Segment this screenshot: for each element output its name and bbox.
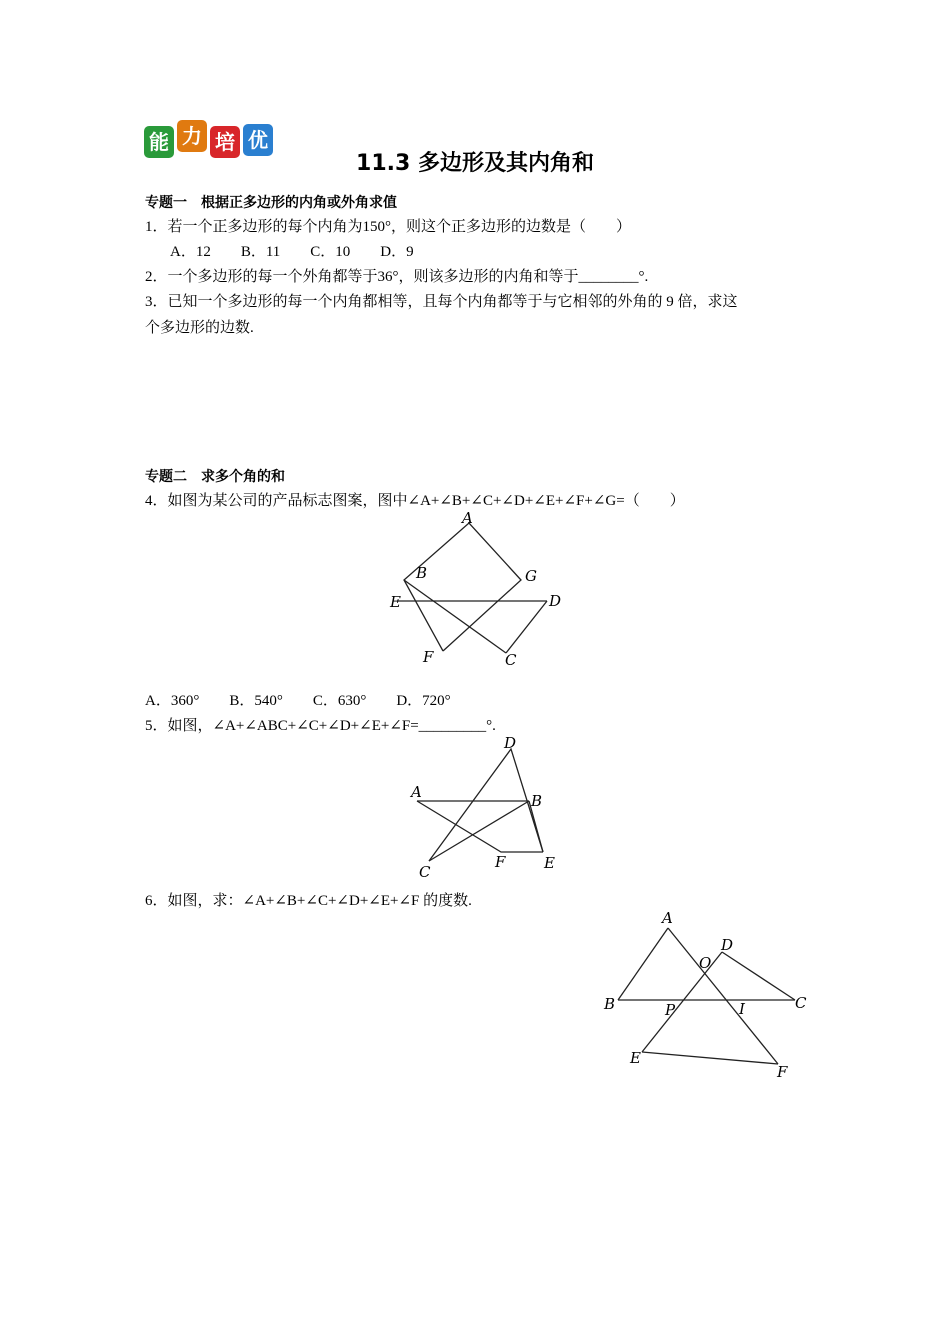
q5-line-c-d-e: [429, 749, 543, 861]
section2-heading: 专题二 求多个角的和: [145, 469, 285, 485]
q5-label-e: E: [544, 854, 555, 872]
q4-line-c-d: [506, 601, 547, 653]
q6-text: 6．如图，求：∠A+∠B+∠C+∠D+∠E+∠F 的度数.: [145, 893, 472, 909]
q6-label-o: O: [699, 954, 712, 972]
q4-line-b-c: [404, 580, 506, 653]
logo-tile-2: 力: [177, 120, 207, 152]
q5-text: 5．如图，∠A+∠ABC+∠C+∠D+∠E+∠F=_________°.: [145, 718, 496, 734]
q5-label-d: D: [504, 734, 517, 752]
q4-label-e: E: [390, 593, 401, 611]
q1-text: 1．若一个正多边形的每个内角为150°，则这个正多边形的边数是（ ）: [145, 219, 632, 235]
q6-label-a: A: [662, 909, 673, 927]
q5-label-f: F: [495, 853, 506, 871]
q5-figure: [405, 733, 565, 883]
q4-label-g: G: [525, 567, 537, 585]
q3-line1: 3．已知一个多边形的每一个内角都相等，且每个内角都等于与它相邻的外角的 9 倍，求这: [145, 294, 738, 310]
q5-label-a: A: [411, 783, 422, 801]
q4-label-c: C: [505, 651, 517, 669]
section1-heading: 专题一 根据正多边形的内角或外角求值: [145, 195, 397, 211]
q1-options: A．12 B．11 C．10 D．9: [170, 244, 414, 260]
q6-figure: [600, 905, 815, 1085]
q4-text: 4．如图为某公司的产品标志图案，图中∠A+∠B+∠C+∠D+∠E+∠F+∠G=（ ）: [145, 493, 685, 509]
q4-label-d: D: [549, 592, 562, 610]
q4-label-f: F: [423, 648, 434, 666]
q6-line-a-b: [618, 928, 668, 1000]
q4-line-f-b-a-g-f: [404, 523, 521, 651]
q6-label-b: B: [604, 995, 616, 1013]
q6-label-i: I: [739, 1000, 745, 1018]
q5-label-c: C: [419, 863, 431, 881]
q6-label-p: P: [665, 1001, 676, 1019]
q6-label-f: F: [777, 1063, 788, 1081]
q2-text: 2．一个多边形的每一个外角都等于36°，则该多边形的内角和等于________°.: [145, 269, 649, 285]
q6-label-c: C: [795, 994, 807, 1012]
q6-label-d: D: [721, 936, 734, 954]
q5-line-a-f-e: [417, 801, 543, 852]
q4-figure: [380, 508, 570, 673]
logo-tile-4: 优: [243, 124, 273, 156]
q6-label-e: E: [630, 1049, 641, 1067]
q3-line2: 个多边形的边数.: [145, 320, 254, 336]
q5-label-b: B: [531, 792, 543, 810]
q4-label-b: B: [416, 564, 428, 582]
page-title: 11.3 多边形及其内角和: [356, 151, 594, 176]
q6-line-e-f: [642, 1052, 778, 1064]
q6-line-d-c: [722, 952, 795, 1000]
logo-tile-1: 能: [144, 126, 174, 158]
q4-options: A．360° B．540° C．630° D．720°: [145, 693, 451, 709]
logo-tile-3: 培: [210, 126, 240, 158]
q4-label-a: A: [462, 509, 473, 527]
